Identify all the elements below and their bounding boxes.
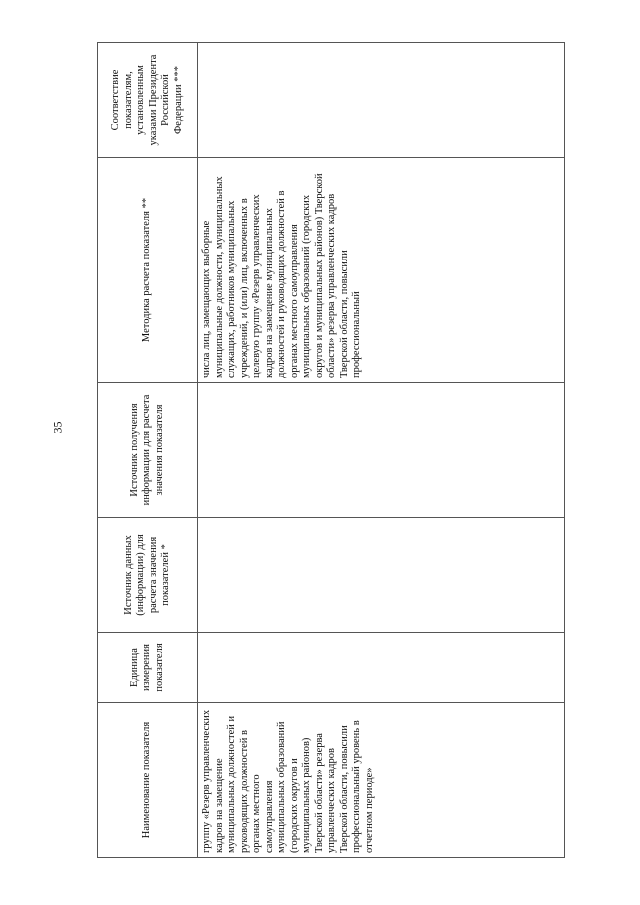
rotated-table-container bbox=[97, 43, 565, 858]
cell-method: числа лиц, замещающих выборные муниципальные должности, муниципальных служащих, работников муниципальных учреждений, и (или) лиц, включенных в целевую группу «Резерв управленческих кадров на замещение муниципальных должностей и руководящих должностей в органах местного самоуправления муниципальных образований (городских округов и муниципальных районов) Тверской области» резерва управленческих кадров Тверской области, повысили профессиональный bbox=[198, 158, 565, 383]
header-data-source: Источник данных (информации) для расчета значения показателей * bbox=[98, 518, 198, 633]
header-indicator-name: Наименование показателя bbox=[98, 703, 198, 858]
cell-indicator-name: группу «Резерв управленческих кадров на замещение муниципальных должностей и руководящих должностей в органах местного самоуправления муниципальных образований (городских округов и муниципальных районов) Тверской области» резерва управленческих кадров Тверской области, повысили профессиональный уровень в отчетном периоде» bbox=[198, 703, 565, 858]
header-method: Методика расчета показателя ** bbox=[98, 158, 198, 383]
cell-info-source bbox=[198, 383, 565, 518]
cell-unit bbox=[198, 633, 565, 703]
cell-compliance bbox=[198, 43, 565, 158]
table-header-row bbox=[98, 43, 198, 858]
page-number: 35 bbox=[50, 421, 65, 434]
indicator-table bbox=[97, 42, 565, 858]
cell-data-source bbox=[198, 518, 565, 633]
header-info-source: Источник получения информации для расчета значения показателя bbox=[98, 383, 198, 518]
table-row bbox=[198, 43, 565, 858]
header-compliance: Соответствие показателям, установленным указами Президента Российской Федерации *** bbox=[98, 43, 198, 158]
header-unit: Единица измерения показателя bbox=[98, 633, 198, 703]
